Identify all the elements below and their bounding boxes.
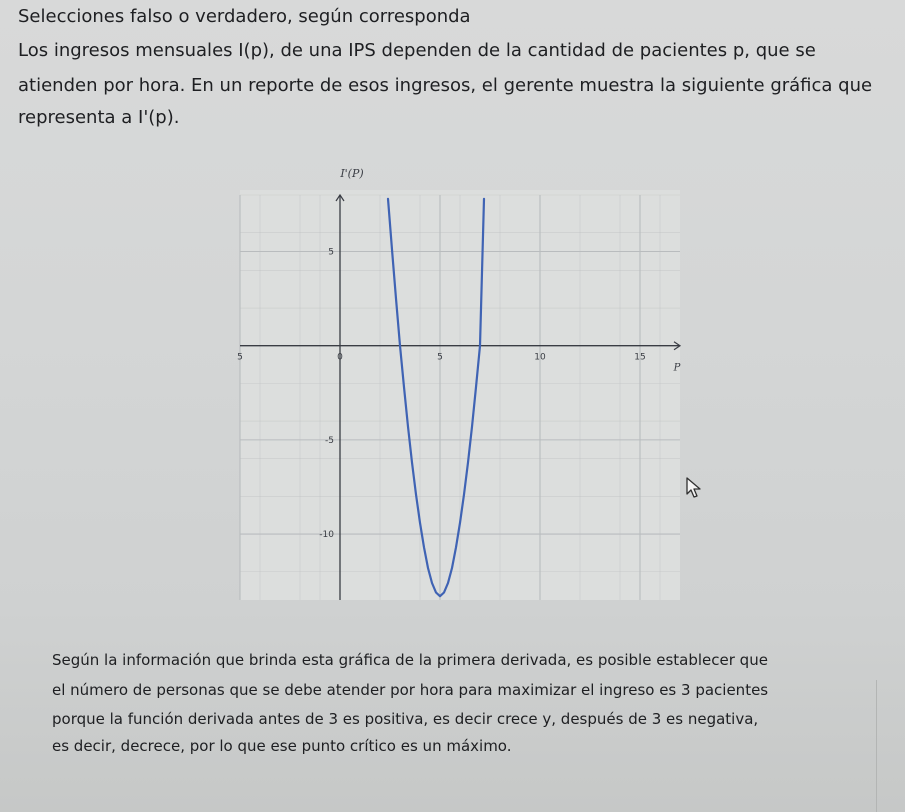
- y-tick-label: -10: [319, 530, 334, 541]
- page-edge: [876, 680, 877, 812]
- x-tick-label: 5: [437, 352, 443, 363]
- statement-line: Según la información que brinda esta gráfica de la primera derivada, es posible establecer que: [52, 651, 768, 669]
- intro-line: representa a I'(p).: [18, 107, 180, 128]
- derivative-chart-svg: [225, 160, 695, 610]
- intro-line: Los ingresos mensuales I(p), de una IPS dependen de la cantidad de pacientes p, que se: [18, 40, 816, 61]
- x-axis-label: P: [673, 362, 681, 374]
- y-tick-label: 5: [328, 247, 334, 258]
- x-tick-label: 15: [634, 352, 646, 363]
- statement-line: el número de personas que se debe atender por hora para maximizar el ingreso es 3 pacientes: [52, 681, 769, 699]
- intro-line: atienden por hora. En un reporte de esos ingresos, el gerente muestra la siguiente gráfica que: [18, 75, 873, 96]
- derivative-chart: [225, 160, 695, 610]
- mouse-pointer-icon: [685, 476, 707, 504]
- statement-line: porque la función derivada antes de 3 es positiva, es decir crece y, después de 3 es negativa,: [52, 710, 759, 728]
- statement-line: es decir, decrece, por lo que ese punto crítico es un máximo.: [52, 737, 512, 755]
- y-axis-label: I'(P): [340, 167, 364, 180]
- x-tick-label: 5: [237, 352, 243, 363]
- x-tick-label: 10: [534, 352, 546, 363]
- y-tick-label: -5: [325, 435, 334, 446]
- x-tick-label: 0: [337, 352, 343, 363]
- question-title: Selecciones falso o verdadero, según corresponda: [18, 6, 471, 27]
